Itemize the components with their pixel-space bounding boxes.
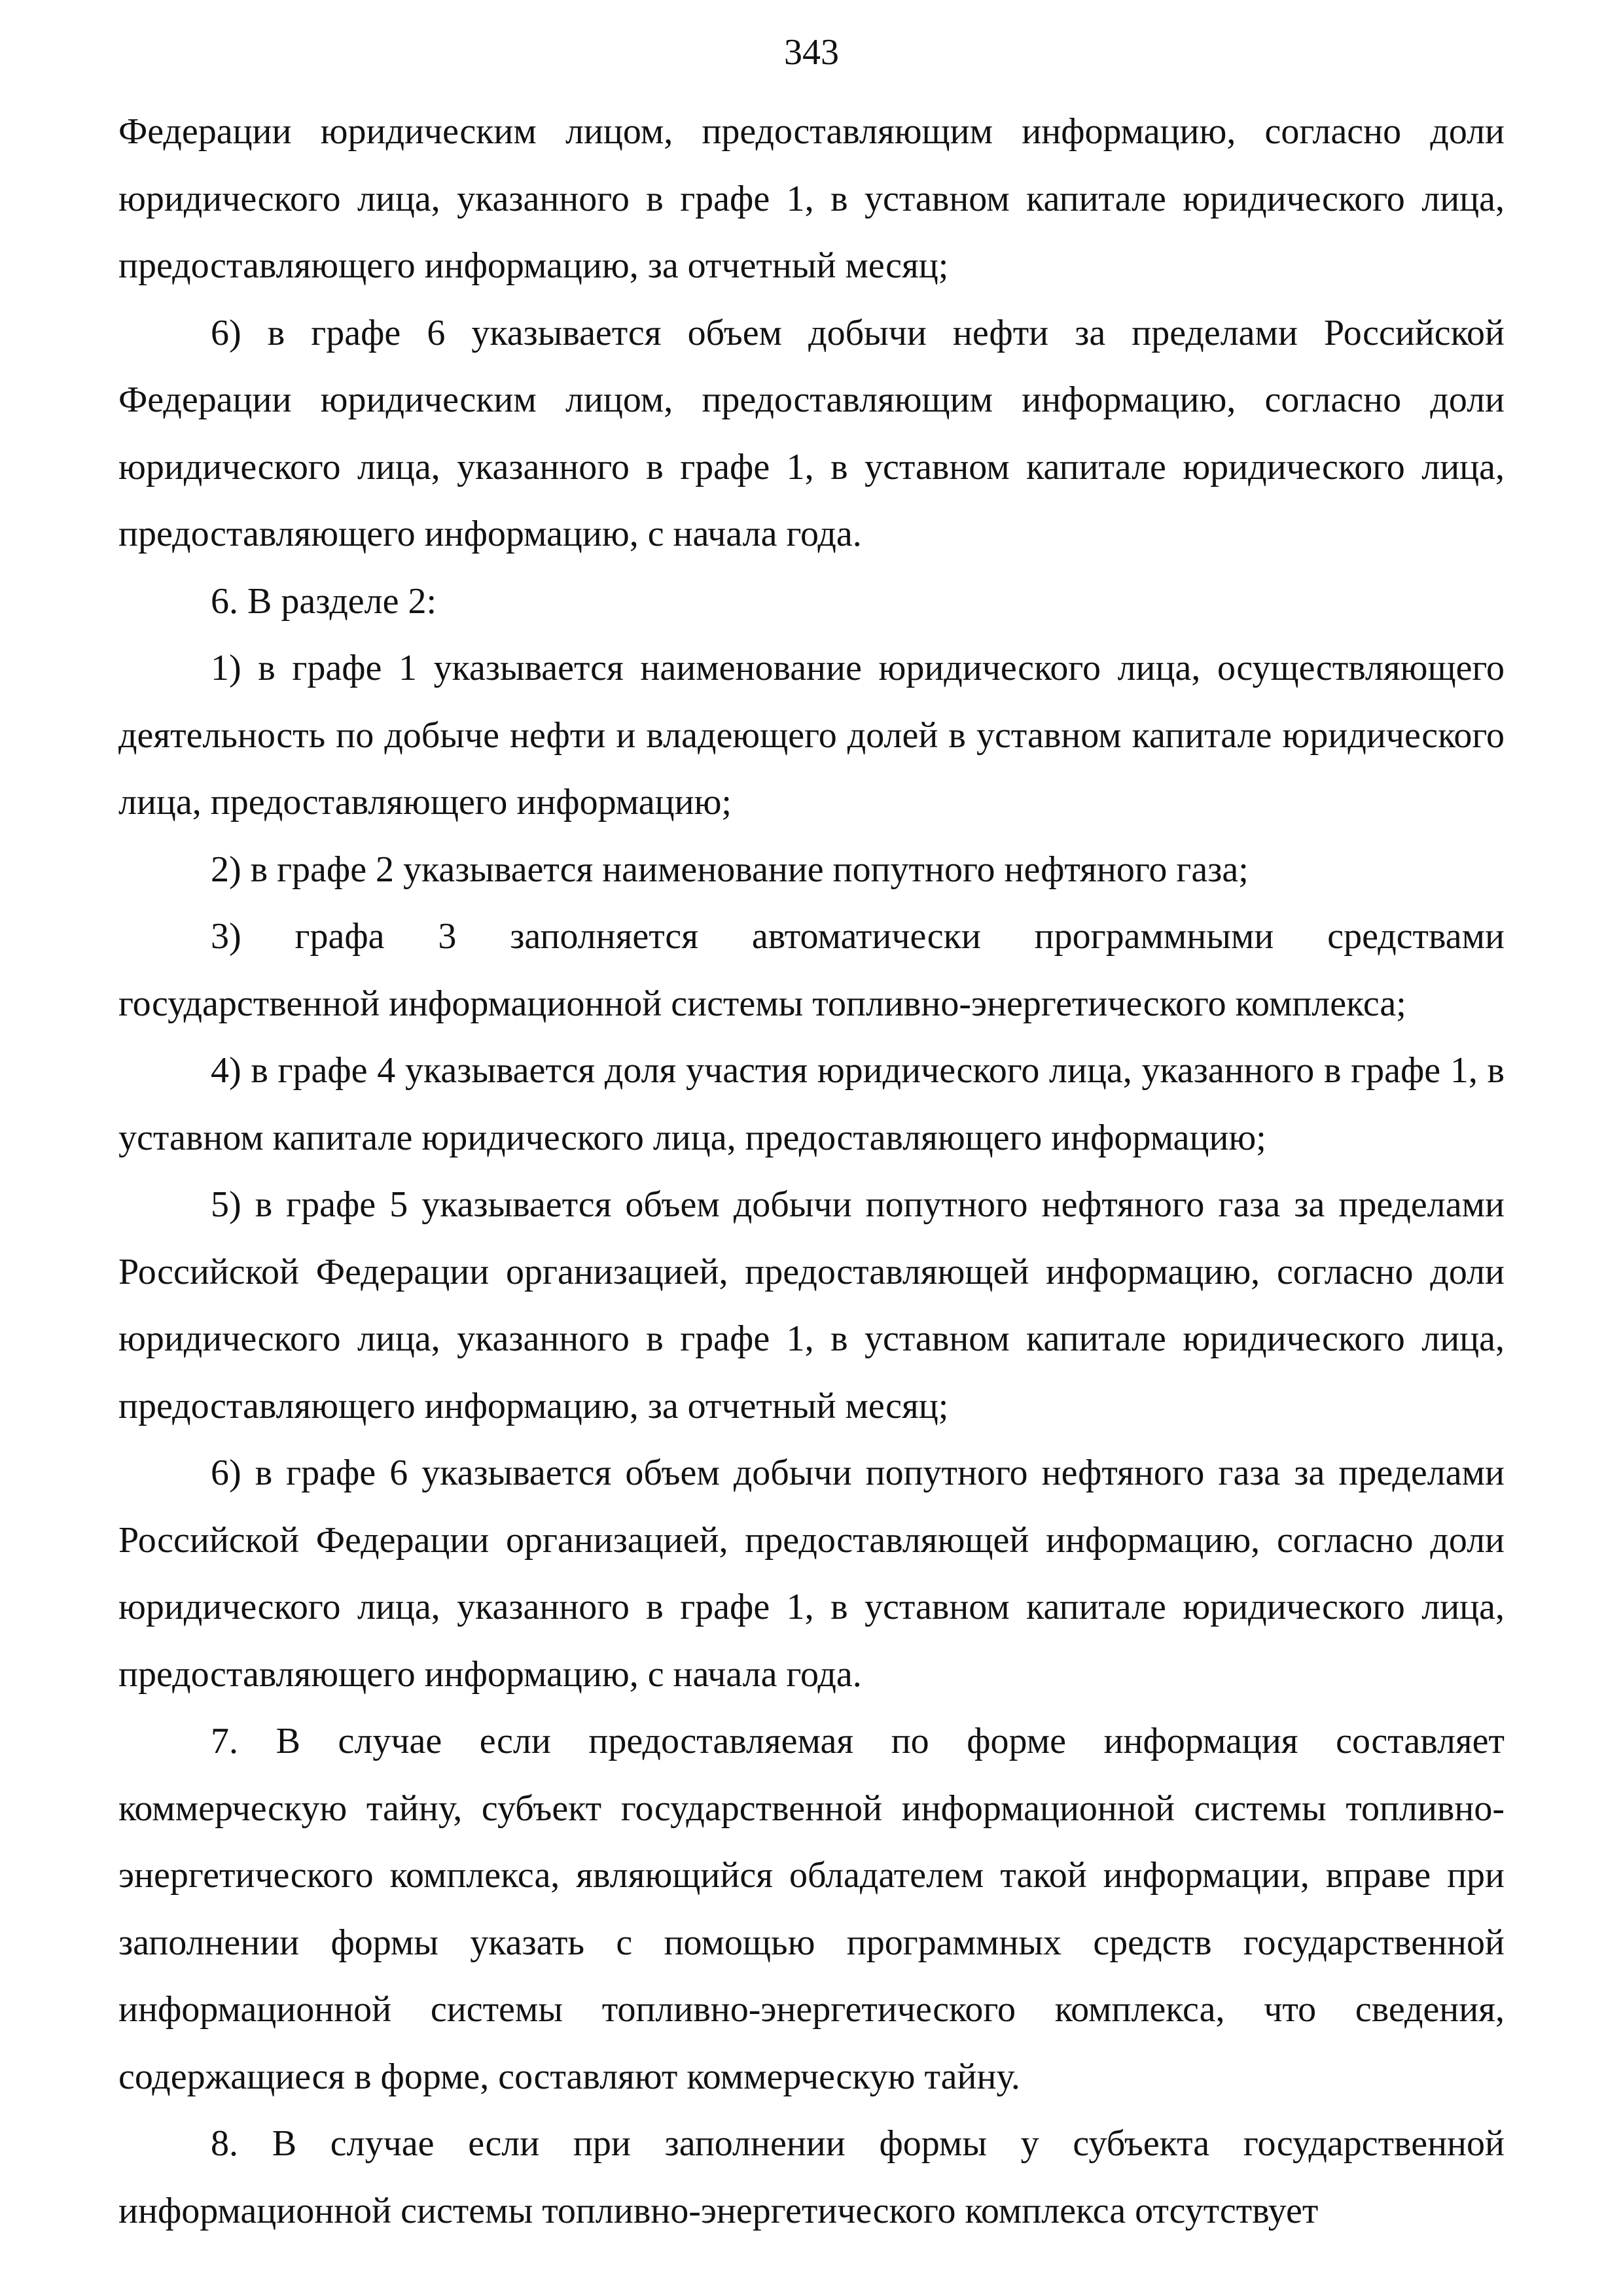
paragraph-point-8: 8. В случае если при заполнении формы у субъекта государственной информационной системы топливно-энергетического комплекса отсутствует bbox=[118, 2123, 1505, 2231]
page-number: 343 bbox=[784, 32, 839, 73]
paragraph-point-7: 7. В случае если предоставляемая по форме информация составляет коммерческую тайну, субъект государственной информационной системы топливно-энергетического комплекса, являющийся обладателем такой информации, вправе при заполнении формы указать с помощью программных средств государственной информационной системы топливно-энергетического комплекса, что сведения, содержащиеся в форме, составляют коммерческую тайну. bbox=[118, 1721, 1505, 2097]
document-body bbox=[118, 98, 1505, 2244]
paragraph-item-2: 2) в графе 2 указывается наименование попутного нефтяного газа; bbox=[211, 849, 1249, 890]
paragraph-item-6-section-1: 6) в графе 6 указывается объем добычи нефти за пределами Российской Федерации юридическим лицом, предоставляющим информацию, согласно доли юридического лица, указанного в графе 1, в уставном капитале юридического лица, предоставляющего информацию, с начала года. bbox=[118, 312, 1505, 554]
paragraph-continuation: Федерации юридическим лицом, предоставляющим информацию, согласно доли юридического лица, указанного в графе 1, в уставном капитале юридического лица, предоставляющего информацию, за отчетный месяц; bbox=[118, 111, 1505, 286]
paragraph-item-3: 3) графа 3 заполняется автоматически программными средствами государственной информационной системы топливно-энергетического комплекса; bbox=[118, 916, 1505, 1024]
paragraph-item-4: 4) в графе 4 указывается доля участия юридического лица, указанного в графе 1, в уставном капитале юридического лица, предоставляющего информацию; bbox=[118, 1050, 1505, 1158]
paragraph-section-2-heading: 6. В разделе 2: bbox=[211, 580, 437, 622]
paragraph-item-6: 6) в графе 6 указывается объем добычи попутного нефтяного газа за пределами Российской Федерации организацией, предоставляющей информацию, согласно доли юридического лица, указанного в графе 1, в уставном капитале юридического лица, предоставляющего информацию, с начала года. bbox=[118, 1453, 1505, 1695]
paragraph-item-5: 5) в графе 5 указывается объем добычи попутного нефтяного газа за пределами Российской Федерации организацией, предоставляющей информацию, согласно доли юридического лица, указанного в графе 1, в уставном капитале юридического лица, предоставляющего информацию, за отчетный месяц; bbox=[118, 1184, 1505, 1426]
paragraph-item-1: 1) в графе 1 указывается наименование юридического лица, осуществляющего деятельность по добыче нефти и владеющего долей в уставном капитале юридического лица, предоставляющего информацию; bbox=[118, 648, 1505, 822]
